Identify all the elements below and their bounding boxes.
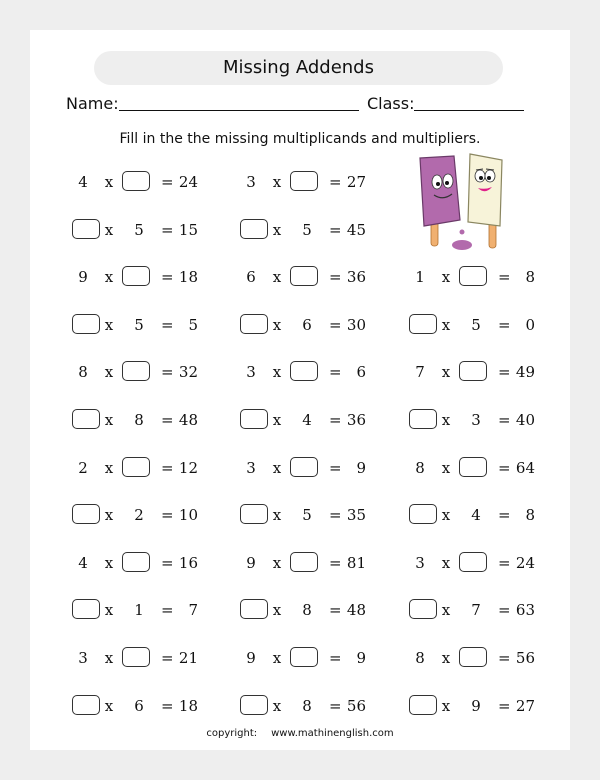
- equals-sign: =: [329, 316, 342, 334]
- product: 32: [178, 363, 198, 381]
- product: 40: [515, 411, 535, 429]
- equals-sign: =: [329, 363, 342, 381]
- product: 81: [346, 554, 366, 572]
- multiplier: 5: [471, 316, 481, 334]
- times-sign: x: [441, 554, 451, 572]
- equation: [238, 361, 370, 383]
- equation: [238, 695, 370, 717]
- equation: [407, 647, 539, 669]
- times-sign: x: [272, 316, 282, 334]
- product: 27: [346, 173, 366, 191]
- times-sign: x: [104, 268, 114, 286]
- equals-sign: =: [498, 459, 511, 477]
- product: 18: [178, 268, 198, 286]
- equation: [238, 409, 370, 431]
- equals-sign: =: [498, 316, 511, 334]
- times-sign: x: [104, 601, 114, 619]
- multiplier-answer-box[interactable]: [459, 361, 487, 381]
- times-sign: x: [272, 173, 282, 191]
- equals-sign: =: [498, 363, 511, 381]
- multiplier-answer-box[interactable]: [290, 457, 318, 477]
- product: 30: [346, 316, 366, 334]
- multiplicand-answer-box[interactable]: [72, 219, 100, 239]
- class-label: Class:: [367, 94, 415, 113]
- equals-sign: =: [329, 649, 342, 667]
- website-link[interactable]: www.mathinenglish.com: [271, 728, 394, 739]
- times-sign: x: [441, 697, 451, 715]
- times-sign: x: [104, 221, 114, 239]
- equals-sign: =: [161, 601, 174, 619]
- multiplier: 4: [302, 411, 312, 429]
- product: 56: [515, 649, 535, 667]
- equation: [238, 552, 370, 574]
- times-sign: x: [441, 649, 451, 667]
- product: 27: [515, 697, 535, 715]
- equation: [70, 504, 202, 526]
- multiplicand: 3: [246, 363, 256, 381]
- equation: [70, 219, 202, 241]
- multiplier-answer-box[interactable]: [122, 457, 150, 477]
- equation: [70, 171, 202, 193]
- multiplicand-answer-box[interactable]: [240, 695, 268, 715]
- drip-drop: [460, 230, 465, 235]
- multiplicand-answer-box[interactable]: [240, 219, 268, 239]
- equals-sign: =: [329, 221, 342, 239]
- equation: [407, 266, 539, 288]
- equals-sign: =: [329, 173, 342, 191]
- equation: [407, 695, 539, 717]
- product: 56: [346, 697, 366, 715]
- times-sign: x: [104, 363, 114, 381]
- multiplier: 8: [134, 411, 144, 429]
- product: 9: [356, 459, 366, 477]
- multiplier: 9: [471, 697, 481, 715]
- product: 15: [178, 221, 198, 239]
- equals-sign: =: [161, 554, 174, 572]
- equation: [407, 504, 539, 526]
- equation: [70, 647, 202, 669]
- multiplier-answer-box[interactable]: [122, 171, 150, 191]
- multiplicand-answer-box[interactable]: [409, 409, 437, 429]
- equation: [238, 599, 370, 621]
- times-sign: x: [104, 506, 114, 524]
- equation: [70, 695, 202, 717]
- equation: [238, 647, 370, 669]
- equals-sign: =: [161, 649, 174, 667]
- multiplicand-answer-box[interactable]: [240, 504, 268, 524]
- multiplicand-answer-box[interactable]: [72, 409, 100, 429]
- multiplier: 1: [134, 601, 144, 619]
- multiplicand-answer-box[interactable]: [72, 314, 100, 334]
- multiplicand: 8: [78, 363, 88, 381]
- equation: [70, 266, 202, 288]
- left-eye: [432, 175, 442, 189]
- equation: [70, 552, 202, 574]
- product: 12: [178, 459, 198, 477]
- multiplicand: 3: [246, 459, 256, 477]
- times-sign: x: [104, 459, 114, 477]
- multiplier: 8: [302, 697, 312, 715]
- equals-sign: =: [161, 268, 174, 286]
- multiplicand-answer-box[interactable]: [72, 599, 100, 619]
- product: 48: [346, 601, 366, 619]
- times-sign: x: [272, 697, 282, 715]
- multiplier-answer-box[interactable]: [459, 552, 487, 572]
- equals-sign: =: [161, 316, 174, 334]
- equals-sign: =: [498, 268, 511, 286]
- equation: [70, 599, 202, 621]
- equals-sign: =: [498, 601, 511, 619]
- multiplicand-answer-box[interactable]: [409, 599, 437, 619]
- times-sign: x: [272, 221, 282, 239]
- page-title: Missing Addends: [94, 51, 503, 85]
- popsicle-characters-illustration: [410, 152, 530, 252]
- equation: [407, 361, 539, 383]
- multiplier: 5: [134, 221, 144, 239]
- multiplicand: 8: [415, 459, 425, 477]
- times-sign: x: [272, 601, 282, 619]
- product: 35: [346, 506, 366, 524]
- equals-sign: =: [161, 506, 174, 524]
- equals-sign: =: [329, 506, 342, 524]
- times-sign: x: [104, 316, 114, 334]
- multiplier: 6: [134, 697, 144, 715]
- multiplicand-answer-box[interactable]: [72, 504, 100, 524]
- product: 8: [525, 268, 535, 286]
- product: 63: [515, 601, 535, 619]
- times-sign: x: [272, 554, 282, 572]
- left-popsicle-body: [420, 156, 460, 226]
- equals-sign: =: [329, 554, 342, 572]
- multiplicand: 8: [415, 649, 425, 667]
- multiplier: 6: [302, 316, 312, 334]
- multiplicand: 3: [246, 173, 256, 191]
- equation: [238, 504, 370, 526]
- product: 7: [188, 601, 198, 619]
- times-sign: x: [272, 459, 282, 477]
- product: 48: [178, 411, 198, 429]
- equals-sign: =: [498, 697, 511, 715]
- product: 36: [346, 411, 366, 429]
- multiplicand-answer-box[interactable]: [409, 695, 437, 715]
- equation: [238, 457, 370, 479]
- equals-sign: =: [161, 363, 174, 381]
- product: 21: [178, 649, 198, 667]
- multiplicand-answer-box[interactable]: [72, 695, 100, 715]
- multiplier-answer-box[interactable]: [290, 552, 318, 572]
- product: 10: [178, 506, 198, 524]
- times-sign: x: [272, 649, 282, 667]
- multiplier-answer-box[interactable]: [290, 361, 318, 381]
- multiplier: 3: [471, 411, 481, 429]
- equals-sign: =: [498, 506, 511, 524]
- multiplier-answer-box[interactable]: [459, 457, 487, 477]
- multiplicand: 2: [78, 459, 88, 477]
- multiplier-answer-box[interactable]: [459, 266, 487, 286]
- equation: [238, 171, 370, 193]
- multiplier: 8: [302, 601, 312, 619]
- equation: [407, 552, 539, 574]
- copyright-label: copyright:: [206, 728, 258, 739]
- times-sign: x: [441, 316, 451, 334]
- multiplicand: 7: [415, 363, 425, 381]
- times-sign: x: [104, 173, 114, 191]
- drip-puddle: [452, 240, 472, 250]
- equals-sign: =: [329, 697, 342, 715]
- times-sign: x: [104, 697, 114, 715]
- multiplier-answer-box[interactable]: [122, 361, 150, 381]
- times-sign: x: [104, 554, 114, 572]
- multiplicand-answer-box[interactable]: [240, 599, 268, 619]
- multiplicand: 3: [78, 649, 88, 667]
- multiplier-answer-box[interactable]: [122, 552, 150, 572]
- times-sign: x: [441, 601, 451, 619]
- multiplier: 5: [302, 506, 312, 524]
- equation: [407, 599, 539, 621]
- equation: [70, 361, 202, 383]
- equals-sign: =: [329, 459, 342, 477]
- product: 5: [188, 316, 198, 334]
- multiplier: 5: [134, 316, 144, 334]
- multiplicand-answer-box[interactable]: [409, 314, 437, 334]
- times-sign: x: [272, 411, 282, 429]
- equals-sign: =: [498, 411, 511, 429]
- multiplier: 4: [471, 506, 481, 524]
- multiplicand: 4: [78, 173, 88, 191]
- equals-sign: =: [498, 649, 511, 667]
- equation: [70, 314, 202, 336]
- equation: [238, 266, 370, 288]
- product: 49: [515, 363, 535, 381]
- multiplier: 2: [134, 506, 144, 524]
- left-eye-2: [443, 174, 453, 188]
- multiplier: 7: [471, 601, 481, 619]
- equals-sign: =: [161, 221, 174, 239]
- multiplicand: 9: [78, 268, 88, 286]
- product: 0: [525, 316, 535, 334]
- multiplier-answer-box[interactable]: [290, 171, 318, 191]
- equals-sign: =: [161, 173, 174, 191]
- product: 24: [178, 173, 198, 191]
- equation: [407, 457, 539, 479]
- equation: [70, 409, 202, 431]
- equation: [238, 219, 370, 241]
- times-sign: x: [104, 411, 114, 429]
- multiplicand-answer-box[interactable]: [409, 504, 437, 524]
- multiplier-answer-box[interactable]: [459, 647, 487, 667]
- equation: [238, 314, 370, 336]
- name-label: Name:: [66, 94, 119, 113]
- times-sign: x: [272, 268, 282, 286]
- product: 24: [515, 554, 535, 572]
- product: 8: [525, 506, 535, 524]
- multiplicand-answer-box[interactable]: [240, 409, 268, 429]
- multiplicand-answer-box[interactable]: [240, 314, 268, 334]
- equals-sign: =: [329, 268, 342, 286]
- times-sign: x: [104, 649, 114, 667]
- equals-sign: =: [498, 554, 511, 572]
- equals-sign: =: [161, 411, 174, 429]
- product: 9: [356, 649, 366, 667]
- multiplicand: 9: [246, 554, 256, 572]
- footer: [0, 728, 600, 739]
- instructions: Fill in the the missing multiplicands and multipliers.: [119, 131, 481, 147]
- multiplicand: 4: [78, 554, 88, 572]
- product: 64: [515, 459, 535, 477]
- multiplier-answer-box[interactable]: [122, 647, 150, 667]
- product: 36: [346, 268, 366, 286]
- product: 18: [178, 697, 198, 715]
- times-sign: x: [441, 363, 451, 381]
- multiplier-answer-box[interactable]: [290, 266, 318, 286]
- multiplier-answer-box[interactable]: [122, 266, 150, 286]
- product: 16: [178, 554, 198, 572]
- times-sign: x: [441, 506, 451, 524]
- equation: [70, 457, 202, 479]
- times-sign: x: [441, 268, 451, 286]
- right-eye: [475, 170, 485, 182]
- multiplicand: 6: [246, 268, 256, 286]
- times-sign: x: [441, 459, 451, 477]
- equals-sign: =: [329, 411, 342, 429]
- multiplier-answer-box[interactable]: [290, 647, 318, 667]
- product: 45: [346, 221, 366, 239]
- multiplicand: 1: [415, 268, 425, 286]
- multiplicand: 3: [415, 554, 425, 572]
- equation: [407, 314, 539, 336]
- equals-sign: =: [161, 459, 174, 477]
- multiplicand: 9: [246, 649, 256, 667]
- times-sign: x: [272, 363, 282, 381]
- equals-sign: =: [161, 697, 174, 715]
- equals-sign: =: [329, 601, 342, 619]
- right-eye-2: [485, 170, 495, 182]
- multiplier: 5: [302, 221, 312, 239]
- product: 6: [356, 363, 366, 381]
- times-sign: x: [441, 411, 451, 429]
- equation: [407, 409, 539, 431]
- times-sign: x: [272, 506, 282, 524]
